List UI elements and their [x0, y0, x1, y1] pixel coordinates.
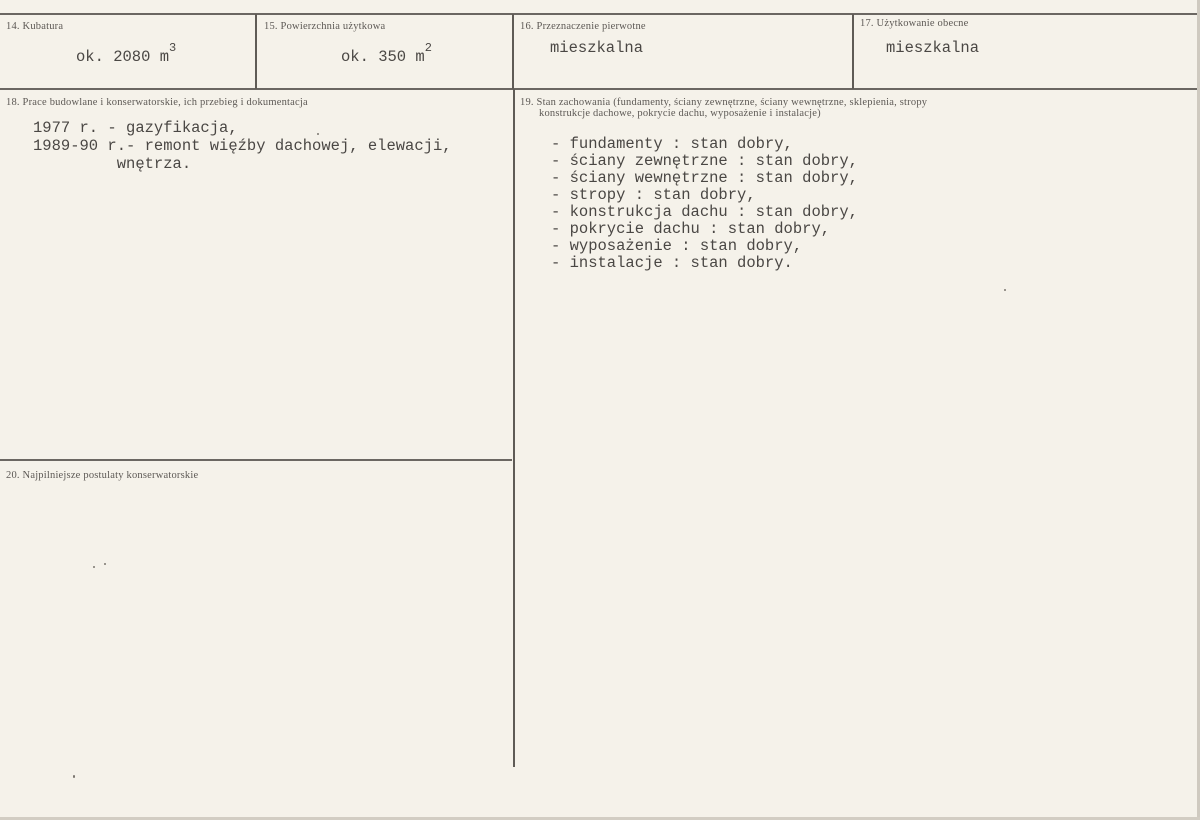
divider-16-17: [852, 14, 854, 89]
field-14-unit-exponent: 3: [169, 41, 177, 55]
field-15-unit-exponent: 2: [424, 41, 432, 55]
field-19-condition-list: [551, 136, 858, 272]
field-14-value-text: ok. 2080 m: [76, 48, 170, 67]
field-16-label: 16. Przeznaczenie pierwotne: [520, 21, 646, 32]
paper-speck: [73, 775, 75, 778]
field-18-line-1: 1977 r. - gazyfikacja,: [33, 119, 238, 137]
field-17-value: mieszkalna: [886, 39, 980, 57]
field-16-value: mieszkalna: [550, 39, 644, 57]
list-item: - stropy : stan dobry,: [551, 186, 756, 204]
field-18-bottom-rule: [0, 459, 512, 461]
paper-speck: [1004, 289, 1006, 291]
field-15-value-text: ok. 350 m: [341, 48, 425, 67]
field-20-label: 20. Najpilniejsze postulaty konserwatorskie: [6, 470, 199, 481]
list-item: - ściany wewnętrzne : stan dobry,: [551, 169, 858, 187]
list-item: - wyposażenie : stan dobry,: [551, 237, 803, 255]
list-item: - pokrycie dachu : stan dobry,: [551, 220, 831, 238]
paper-speck: [93, 566, 95, 568]
field-19-label: [520, 97, 1190, 119]
field-17-label: 17. Użytkowanie obecne: [860, 18, 969, 29]
field-18-line-3: wnętrza.: [33, 155, 192, 173]
list-item: - konstrukcja dachu : stan dobry,: [551, 203, 858, 221]
divider-15-16: [512, 14, 514, 89]
field-14-label: 14. Kubatura: [6, 21, 64, 32]
list-item: - ściany zewnętrzne : stan dobry,: [551, 152, 858, 170]
field-19-label-line-2: konstrukcje dachowe, pokrycie dachu, wyposażenie i instalacje): [539, 108, 821, 119]
field-18-line-2: 1989-90 r.- remont więźby dachowej, elewacji,: [33, 137, 452, 155]
field-18-label: 18. Prace budowlane i konserwatorskie, ich przebieg i dokumentacja: [6, 97, 308, 108]
field-15-value: [341, 41, 432, 67]
paper-speck: [317, 133, 319, 135]
list-item: - instalacje : stan dobry.: [551, 254, 793, 272]
top-rule: [0, 13, 1198, 15]
row1-bottom-rule: [0, 88, 1198, 90]
paper-speck: [104, 563, 106, 565]
field-19-label-line-1: 19. Stan zachowania (fundamenty, ściany zewnętrzne, ściany wewnętrzne, sklepienia, stropy: [520, 97, 928, 108]
field-15-label: 15. Powierzchnia użytkowa: [264, 21, 386, 32]
divider-left-right: [513, 89, 515, 767]
divider-14-15: [255, 14, 257, 89]
list-item: - fundamenty : stan dobry,: [551, 135, 793, 153]
field-14-value: [76, 41, 177, 67]
